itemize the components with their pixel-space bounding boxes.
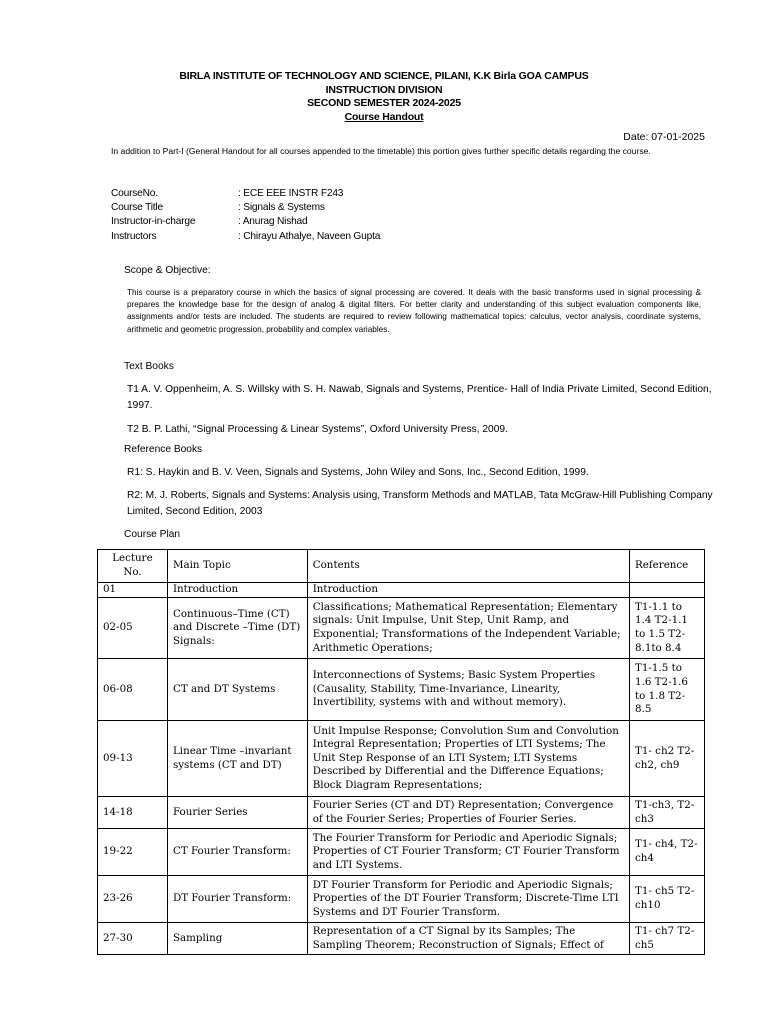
topic-cell: DT Fourier Transform: <box>167 876 307 923</box>
course-plan-heading: Course Plan <box>124 529 181 540</box>
column-header-lecture: Lecture No. <box>98 550 168 583</box>
text-book-item: T1 A. V. Oppenheim, A. S. Willsky with S. H. Nawab, Signals and Systems, Prentice- Hall of India Private Limited, Second Edition, 1997. <box>127 384 712 411</box>
scope-paragraph: This course is a preparatory course in which the basics of signal processing are covered. It deals with the basic transforms used in signal processing & prepares the knowledge base for the design of analog & digital filters. For better clarity and understanding of this subject evaluation components like, assignments and/or tests are included. The students are required to review following mathematical topics: calculus, vector analysis, coordinate systems, arithmetic and geometric progression, probability and complex variables. <box>127 288 701 334</box>
lecture-cell: 09-13 <box>98 721 168 797</box>
course-info <box>111 187 380 244</box>
course-info-row <box>111 201 380 215</box>
reference-book-item: R1: S. Haykin and B. V. Veen, Signals and Systems, John Wiley and Sons, Inc., Second Edition, 1999. <box>127 467 589 478</box>
contents-cell: Unit Impulse Response; Convolution Sum and Convolution Integral Representation; Properties of LTI Systems; The Unit Step Response of an LTI System; LTI Systems Described by Differential and the Difference Equations; Block Diagram Representations; <box>307 721 629 797</box>
reference-cell: T1-ch3, T2-ch3 <box>630 797 705 829</box>
lecture-cell: 14-18 <box>98 797 168 829</box>
text-book-item: T2 B. P. Lathi, “Signal Processing & Linear Systems”, Oxford University Press, 2009. <box>127 424 508 435</box>
course-info-label: Course Title <box>111 202 163 214</box>
topic-cell: Linear Time –invariant systems (CT and DT) <box>167 721 307 797</box>
course-info-label: Instructors <box>111 230 157 242</box>
contents-cell: DT Fourier Transform for Periodic and Aperiodic Signals; Properties of the DT Fourier Transform; Discrete-Time LTI Systems and DT Fourier Transform. <box>307 876 629 923</box>
course-info-value: : Signals & Systems <box>238 202 325 214</box>
course-info-row <box>111 215 380 229</box>
reference-cell: T1-1.1 to 1.4 T2-1.1 to 1.5 T2-8.1to 8.4 <box>630 598 705 659</box>
institute-name: BIRLA INSTITUTE OF TECHNOLOGY AND SCIENCE, PILANI, K.K Birla GOA CAMPUS <box>179 70 589 82</box>
topic-cell: CT and DT Systems <box>167 659 307 721</box>
course-plan-table <box>97 549 705 955</box>
contents-cell: The Fourier Transform for Periodic and Aperiodic Signals; Properties of CT Fourier Transform; CT Fourier Transform and LTI Systems. <box>307 829 629 876</box>
reference-cell: T1- ch7 T2- ch5 <box>630 923 705 955</box>
table-row <box>98 583 705 598</box>
table-row <box>98 721 705 797</box>
division-name: INSTRUCTION DIVISION <box>325 83 443 96</box>
handout-title: Course Handout <box>344 110 424 123</box>
scope-heading: Scope & Objective: <box>124 265 211 276</box>
intro-paragraph: In addition to Part-I (General Handout for all courses appended to the timetable) this portion gives further specific details regarding the course. <box>111 146 651 156</box>
topic-cell: Continuous–Time (CT) and Discrete –Time (DT) Signals: <box>167 598 307 659</box>
reference-cell <box>630 583 705 598</box>
reference-cell: T1- ch4, T2- ch4 <box>630 829 705 876</box>
contents-cell: Introduction <box>307 583 629 598</box>
course-info-row <box>111 230 380 244</box>
document-date: Date: 07-01-2025 <box>623 131 705 143</box>
lecture-cell: 02-05 <box>98 598 168 659</box>
column-header-contents: Contents <box>307 550 629 583</box>
reference-book-item: R2: M. J. Roberts, Signals and Systems: Analysis using, Transform Methods and MATLAB, Tata McGraw-Hill Publishing Company Limited, Second Edition, 2003 <box>127 490 713 517</box>
column-header-topic: Main Topic <box>167 550 307 583</box>
course-info-label: CourseNo. <box>111 188 158 199</box>
table-row <box>98 659 705 721</box>
table-header-row <box>98 550 705 583</box>
table-row <box>98 797 705 829</box>
lecture-cell: 19-22 <box>98 829 168 876</box>
reference-cell: T1- ch2 T2- ch2, ch9 <box>630 721 705 797</box>
table-row <box>98 923 705 955</box>
lecture-cell: 23-26 <box>98 876 168 923</box>
course-info-value: : Anurag Nishad <box>238 216 308 228</box>
lecture-cell: 01 <box>98 583 168 598</box>
contents-cell: Representation of a CT Signal by its Samples; The Sampling Theorem; Reconstruction of Signals; Effect of <box>307 923 629 955</box>
table-row <box>98 598 705 659</box>
course-info-row <box>111 187 380 201</box>
text-books-heading: Text Books <box>124 361 174 372</box>
course-info-value: : Chirayu Athalye, Naveen Gupta <box>238 230 381 242</box>
contents-cell: Fourier Series (CT and DT) Representation; Convergence of the Fourier Series; Properties of Fourier Series. <box>307 797 629 829</box>
table-row <box>98 876 705 923</box>
lecture-cell: 27-30 <box>98 923 168 955</box>
reference-cell: T1- ch5 T2- ch10 <box>630 876 705 923</box>
course-info-value: : ECE EEE INSTR F243 <box>238 188 344 199</box>
semester-label: SECOND SEMESTER 2024-2025 <box>307 97 461 109</box>
column-header-reference: Reference <box>630 550 705 583</box>
course-info-label: Instructor-in-charge <box>111 216 196 228</box>
topic-cell: Fourier Series <box>167 797 307 829</box>
contents-cell: Classifications; Mathematical Representation; Elementary signals: Unit Impulse, Unit Step, Unit Ramp, and Exponential; Transformations of the Independent Variable; Arithmetic Operations; <box>307 598 629 659</box>
contents-cell: Interconnections of Systems; Basic System Properties (Causality, Stability, Time-Invariance, Linearity, Invertibility, systems with and without memory). <box>307 659 629 721</box>
lecture-cell: 06-08 <box>98 659 168 721</box>
document-header <box>0 70 768 124</box>
reference-books-heading: Reference Books <box>124 444 203 455</box>
topic-cell: Introduction <box>167 583 307 598</box>
table-row <box>98 829 705 876</box>
topic-cell: CT Fourier Transform: <box>167 829 307 876</box>
topic-cell: Sampling <box>167 923 307 955</box>
reference-cell: T1-1.5 to 1.6 T2-1.6 to 1.8 T2-8.5 <box>630 659 705 721</box>
